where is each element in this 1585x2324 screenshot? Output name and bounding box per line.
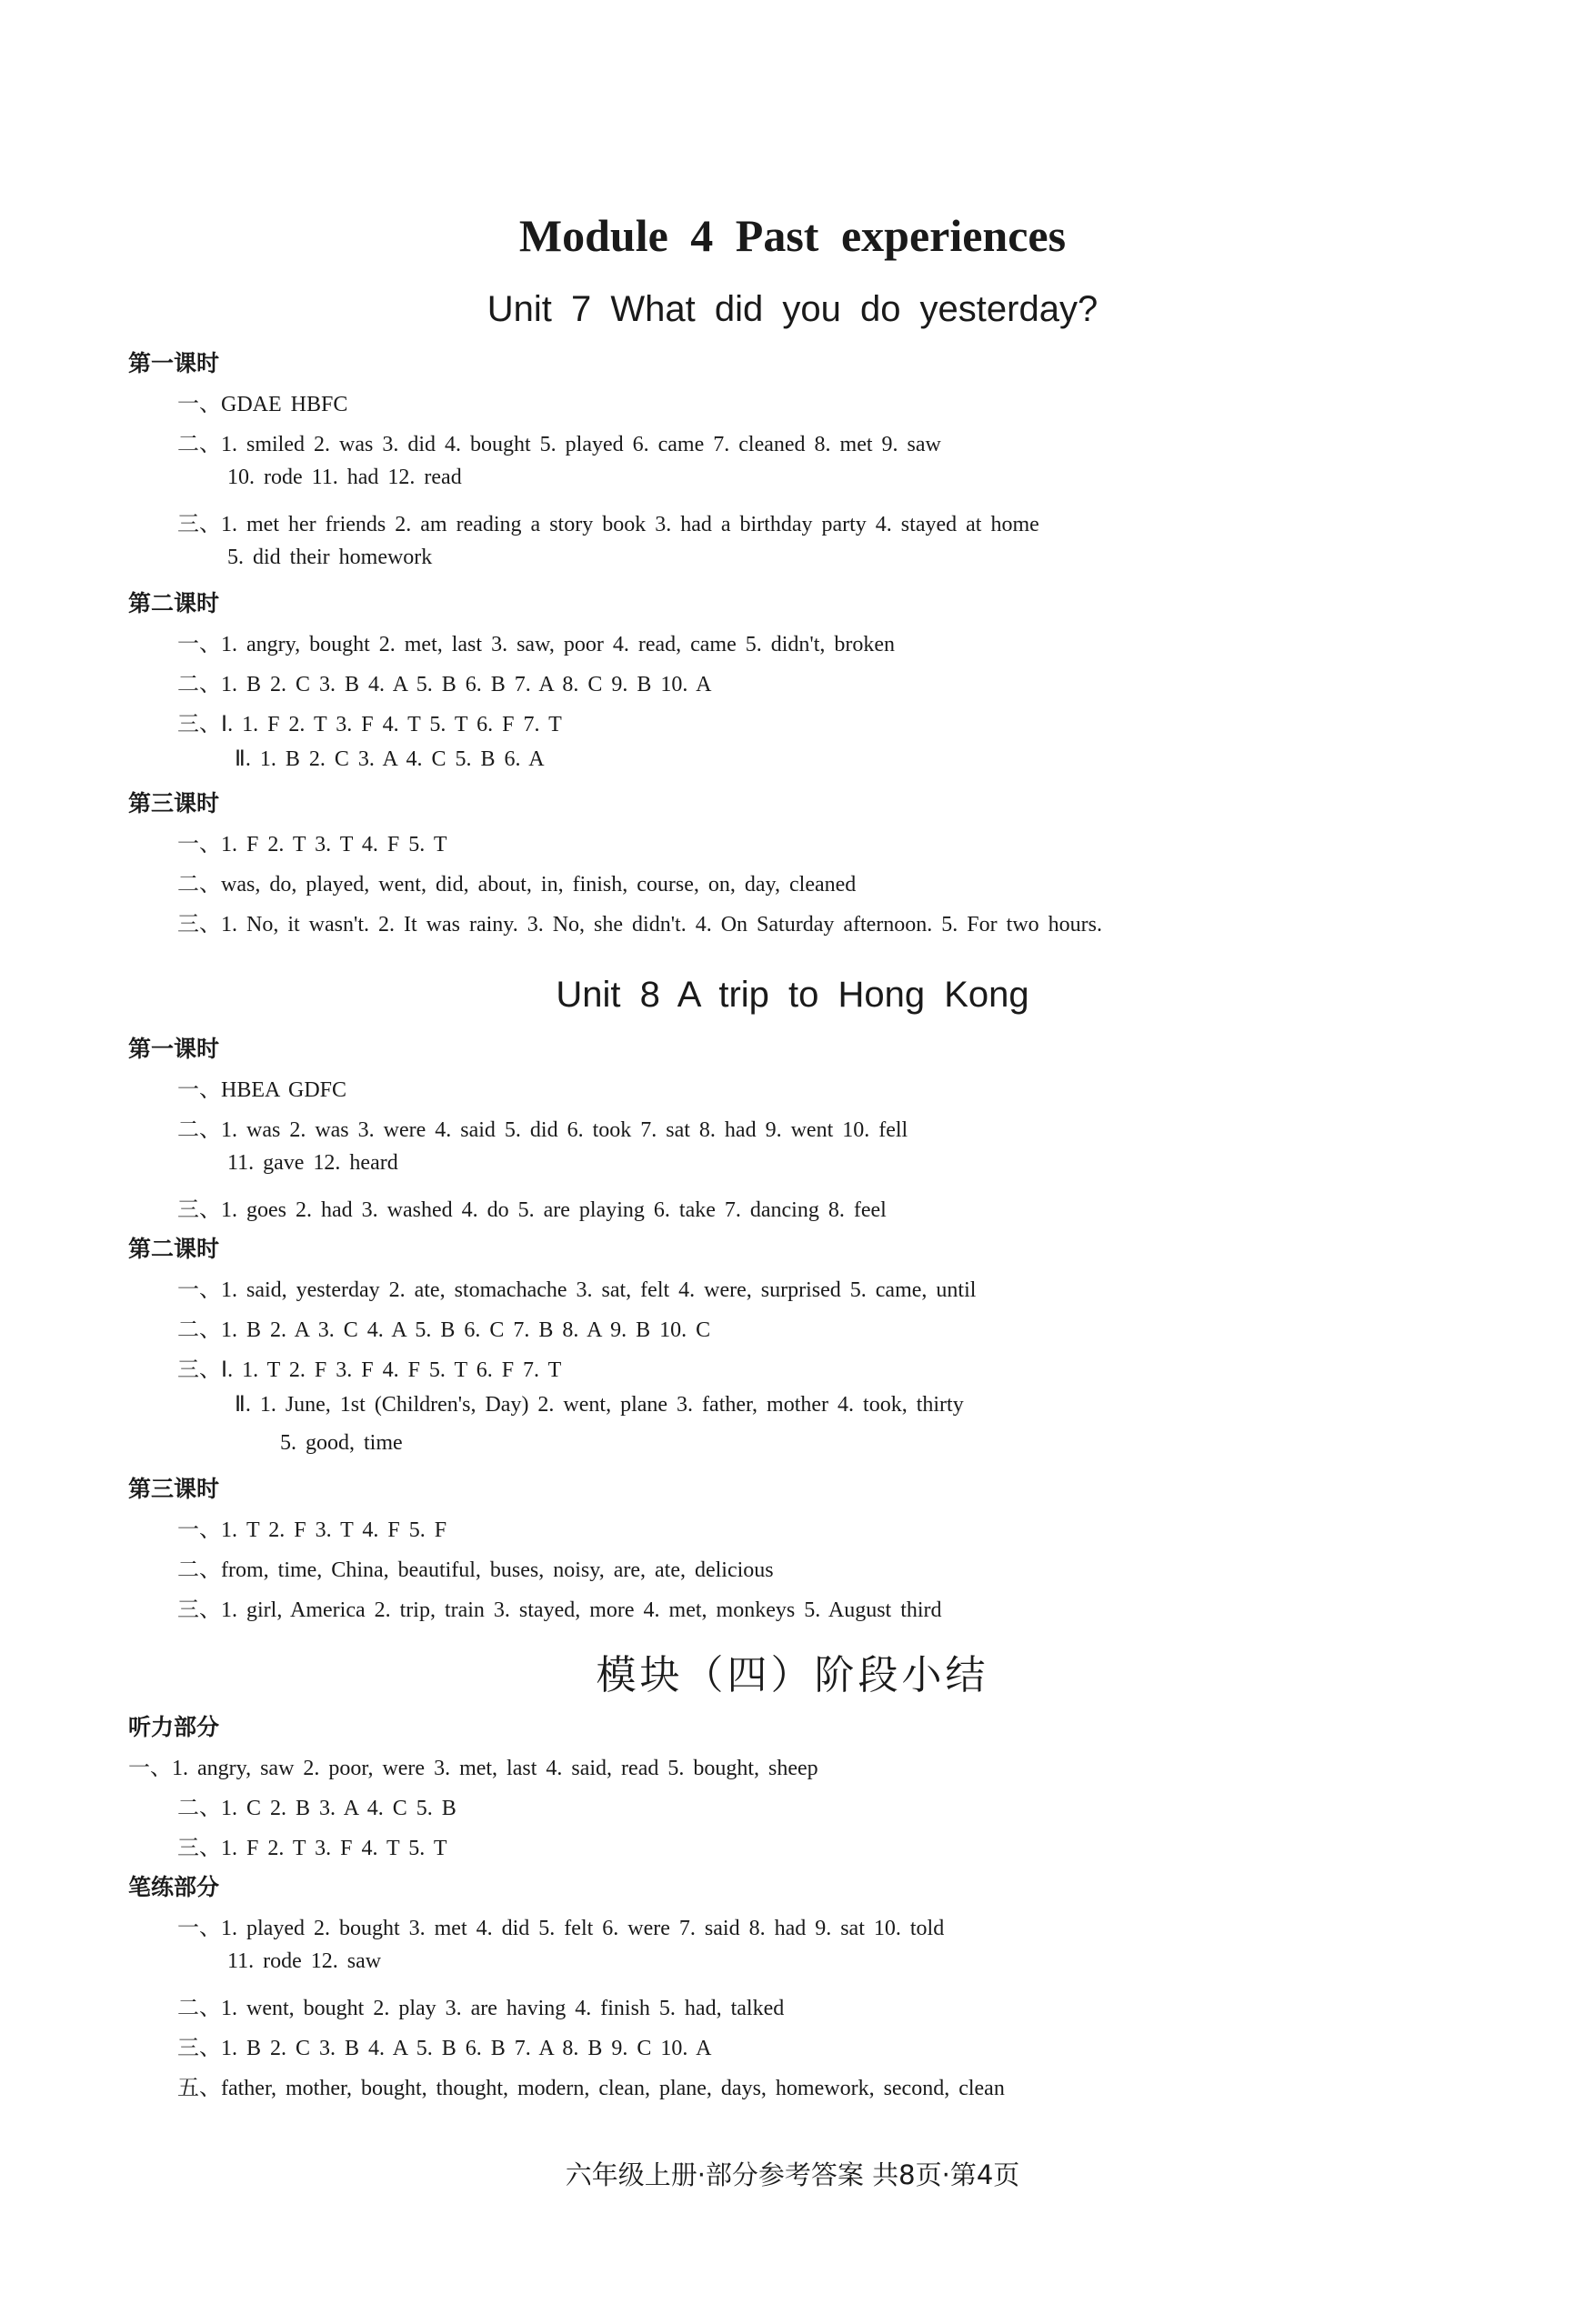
- answer-line: 三、1. girl, America 2. trip, train 3. stayed, more 4. met, monkeys 5. August third: [177, 1598, 942, 1622]
- unit8-lesson3-label: 第三课时: [128, 1476, 220, 1502]
- unit7-lesson1-label: 第一课时: [128, 350, 220, 376]
- unit8-title: Unit 8 A trip to Hong Kong: [556, 975, 1029, 1015]
- unit8-lesson2-label: 第二课时: [128, 1236, 220, 1262]
- answer-line: 五、father, mother, bought, thought, modern, clean, plane, days, homework, second, clean: [177, 2077, 1005, 2100]
- summary-title: 模块（四）阶段小结: [596, 1652, 989, 1698]
- answer-line: 一、1. angry, bought 2. met, last 3. saw, poor 4. read, came 5. didn't, broken: [177, 633, 896, 656]
- answer-line: 三、Ⅰ. 1. F 2. T 3. F 4. T 5. T 6. F 7. T: [177, 713, 562, 736]
- listening-label: 听力部分: [128, 1714, 220, 1740]
- answer-line: 5. good, time: [280, 1431, 403, 1455]
- answer-line: 11. gave 12. heard: [227, 1151, 398, 1175]
- answer-line: Ⅱ. 1. June, 1st (Children's, Day) 2. went, plane 3. father, mother 4. took, thirty: [235, 1393, 964, 1417]
- answer-line: 三、1. No, it wasn't. 2. It was rainy. 3. No, she didn't. 4. On Saturday afternoon. 5. For two hours.: [177, 913, 1102, 937]
- answer-line: 三、1. B 2. C 3. B 4. A 5. B 6. B 7. A 8. B 9. C 10. A: [177, 2037, 712, 2060]
- answer-line: 10. rode 11. had 12. read: [227, 466, 462, 489]
- unit7-title: Unit 7 What did you do yesterday?: [487, 289, 1098, 329]
- answer-line: 一、1. played 2. bought 3. met 4. did 5. felt 6. were 7. said 8. had 9. sat 10. told: [177, 1917, 945, 1940]
- answer-line: Ⅱ. 1. B 2. C 3. A 4. C 5. B 6. A: [235, 747, 545, 771]
- answer-line: 二、from, time, China, beautiful, buses, noisy, are, ate, delicious: [177, 1558, 774, 1582]
- answer-line: 一、1. angry, saw 2. poor, were 3. met, last 4. said, read 5. bought, sheep: [128, 1757, 818, 1780]
- answer-line: 二、1. went, bought 2. play 3. are having 4. finish 5. had, talked: [177, 1997, 785, 2020]
- answer-line: 二、1. B 2. A 3. C 4. A 5. B 6. C 7. B 8. A 9. B 10. C: [177, 1318, 711, 1342]
- page-footer: 六年级上册·部分参考答案 共8页·第4页: [565, 2159, 1020, 2190]
- answer-line: 一、1. F 2. T 3. T 4. F 5. T: [177, 833, 447, 856]
- answer-line: 二、1. C 2. B 3. A 4. C 5. B: [177, 1797, 456, 1820]
- answer-line: 二、1. B 2. C 3. B 4. A 5. B 6. B 7. A 8. C 9. B 10. A: [177, 673, 712, 696]
- answer-line: 一、1. said, yesterday 2. ate, stomachache 3. sat, felt 4. were, surprised 5. came, until: [177, 1278, 977, 1302]
- answer-line: 三、1. met her friends 2. am reading a story book 3. had a birthday party 4. stayed at home: [177, 513, 1039, 536]
- answer-line: 三、1. F 2. T 3. F 4. T 5. T: [177, 1837, 447, 1860]
- unit7-lesson2-label: 第二课时: [128, 590, 220, 616]
- answer-line: 二、was, do, played, went, did, about, in, finish, course, on, day, cleaned: [177, 873, 857, 897]
- answer-line: 三、Ⅰ. 1. T 2. F 3. F 4. F 5. T 6. F 7. T: [177, 1358, 562, 1382]
- unit7-lesson3-label: 第三课时: [128, 790, 220, 816]
- module-title: Module 4 Past experiences: [518, 210, 1067, 261]
- answer-line: 一、HBEA GDFC: [177, 1078, 347, 1102]
- answer-line: 一、1. T 2. F 3. T 4. F 5. F: [177, 1518, 447, 1542]
- answer-line: 二、1. smiled 2. was 3. did 4. bought 5. played 6. came 7. cleaned 8. met 9. saw: [177, 433, 941, 456]
- answer-line: 二、1. was 2. was 3. were 4. said 5. did 6. took 7. sat 8. had 9. went 10. fell: [177, 1118, 908, 1142]
- answer-line: 三、1. goes 2. had 3. washed 4. do 5. are playing 6. take 7. dancing 8. feel: [177, 1198, 887, 1222]
- answer-line: 11. rode 12. saw: [227, 1949, 382, 1973]
- writing-label: 笔练部分: [128, 1874, 220, 1900]
- unit8-lesson1-label: 第一课时: [128, 1036, 220, 1062]
- answer-line: 5. did their homework: [227, 546, 433, 569]
- answer-line: 一、GDAE HBFC: [177, 393, 348, 416]
